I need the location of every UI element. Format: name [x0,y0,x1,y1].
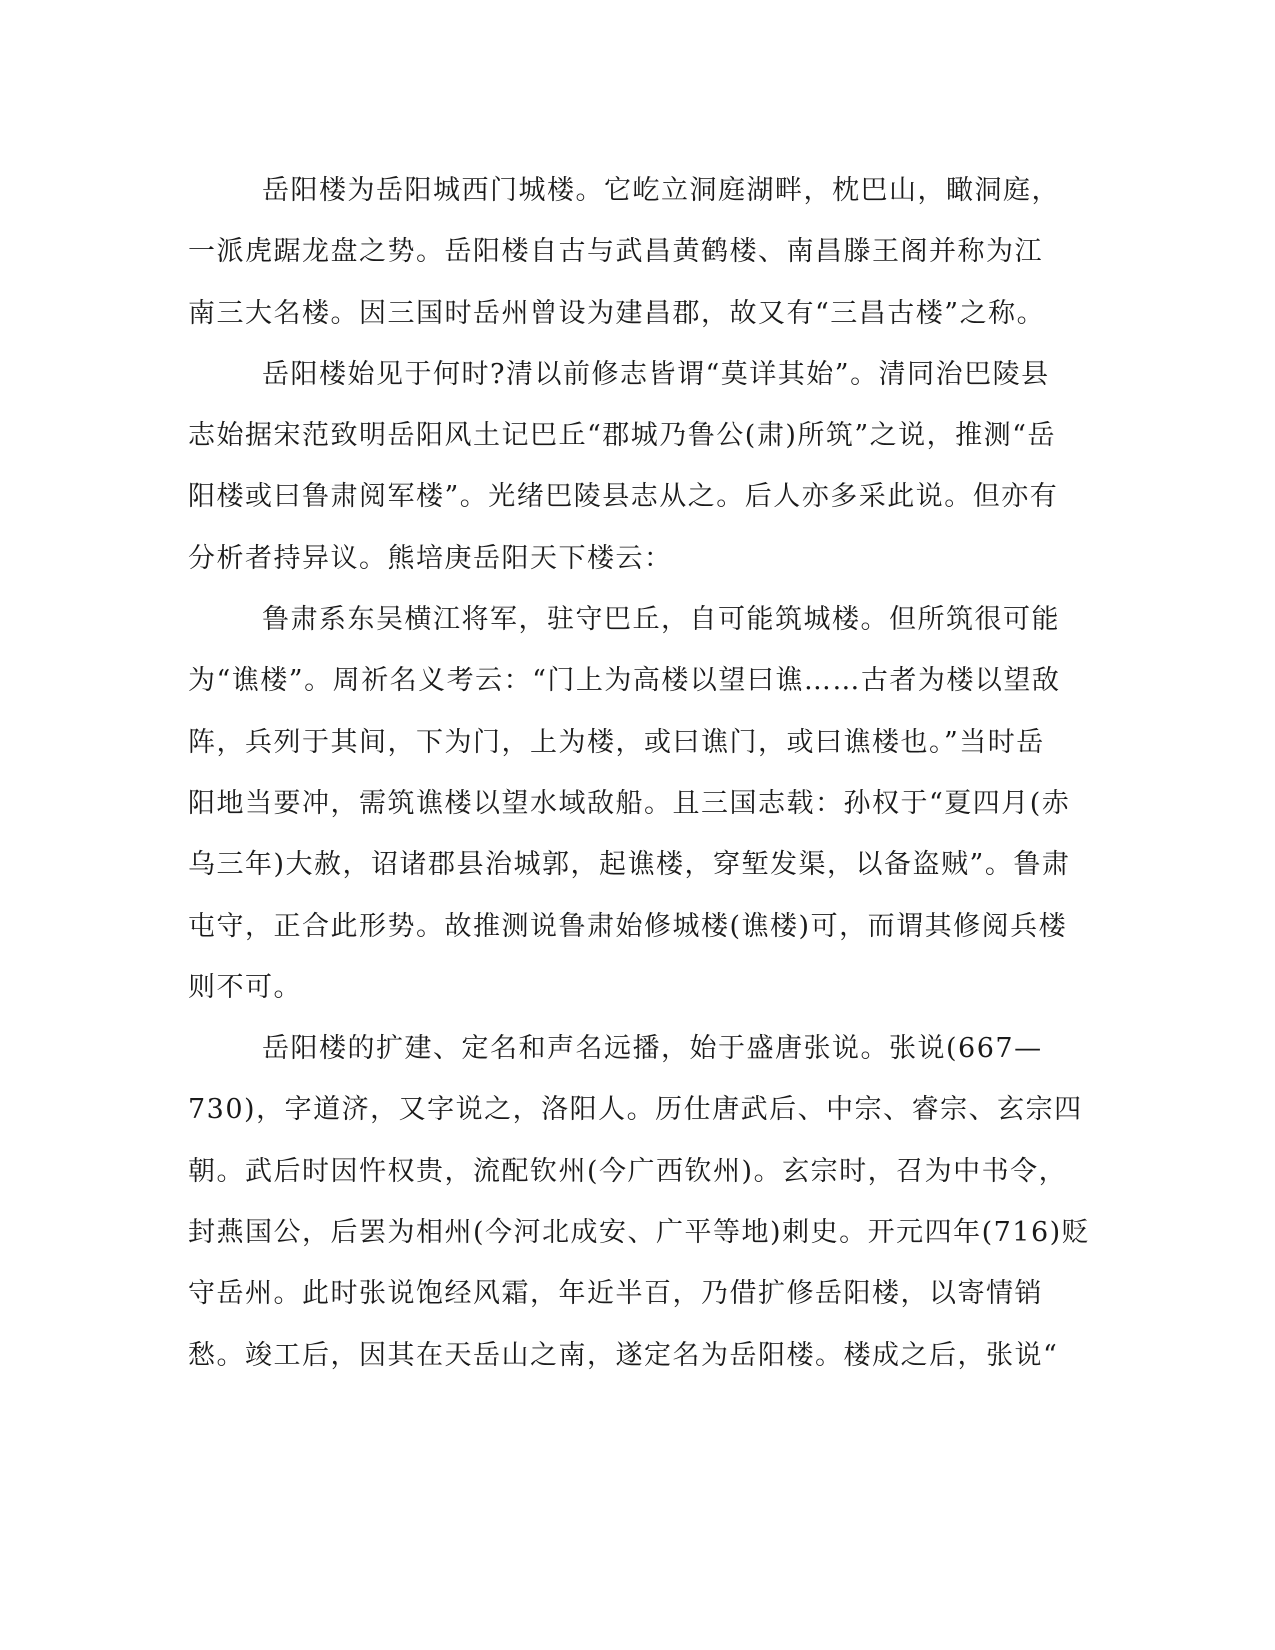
text-line-18: 封燕国公，后罢为相州(今河北成安、广平等地)刺史。开元四年(716)贬 [188,1217,1091,1249]
text-line-5: 志始据宋范致明岳阳风土记巴丘“郡城乃鲁公(肃)所筑”之说，推测“岳 [188,420,1056,452]
text-line-6: 阳楼或曰鲁肃阅军楼”。光绪巴陵县志从之。后人亦多采此说。但亦有 [188,481,1059,513]
text-line-11: 阳地当要冲，需筑谯楼以望水域敌船。且三国志载：孙权于“夏四月(赤 [188,787,1071,819]
text-line-12: 乌三年)大赦，诏诸郡县治城郭，起谯楼，穿堑发渠，以备盗贼”。鲁肃 [188,849,1071,881]
text-line-1: 岳阳楼为岳阳城西门城楼。它屹立洞庭湖畔，枕巴山，瞰洞庭， [262,175,1060,206]
text-line-7: 分析者持异议。熊培庚岳阳天下楼云： [188,542,673,574]
text-line-10: 阵，兵列于其间，下为门，上为楼，或曰谯门，或曰谯楼也。”当时岳 [188,726,1045,758]
text-line-20: 愁。竣工后，因其在天岳山之南，遂定名为岳阳楼。楼成之后，张说“ [188,1339,1059,1371]
body-text [188,160,1091,1386]
text-line-14: 则不可。 [188,971,302,1003]
text-line-4: 岳阳楼始见于何时?清以前修志皆谓“莫详其始”。清同治巴陵县 [262,358,1050,390]
text-line-16: 730)，字道济，又字说之，洛阳人。历仕唐武后、中宗、睿宗、玄宗四 [188,1094,1083,1126]
text-line-17: 朝。武后时因忤权贵，流配钦州(今广西钦州)。玄宗时，召为中书令， [188,1155,1068,1187]
text-line-8: 鲁肃系东吴横江将军，驻守巴丘，自可能筑城楼。但所筑很可能 [262,604,1060,636]
text-line-19: 守岳州。此时张说饱经风霜，年近半百，乃借扩修岳阳楼，以寄情销 [188,1278,1043,1310]
text-line-13: 屯守，正合此形势。故推测说鲁肃始修城楼(谯楼)可，而谓其修阅兵楼 [188,910,1068,942]
text-line-2: 一派虎踞龙盘之势。岳阳楼自古与武昌黄鹤楼、南昌滕王阁并称为江 [188,236,1043,268]
text-line-3: 南三大名楼。因三国时岳州曾设为建昌郡，故又有“三昌古楼”之称。 [188,297,1046,329]
text-line-15: 岳阳楼的扩建、定名和声名远播，始于盛唐张说。张说(667— [262,1033,1043,1065]
text-line-9: 为“谯楼”。周祈名义考云：“门上为高楼以望曰谯……古者为楼以望敌 [188,665,1061,697]
